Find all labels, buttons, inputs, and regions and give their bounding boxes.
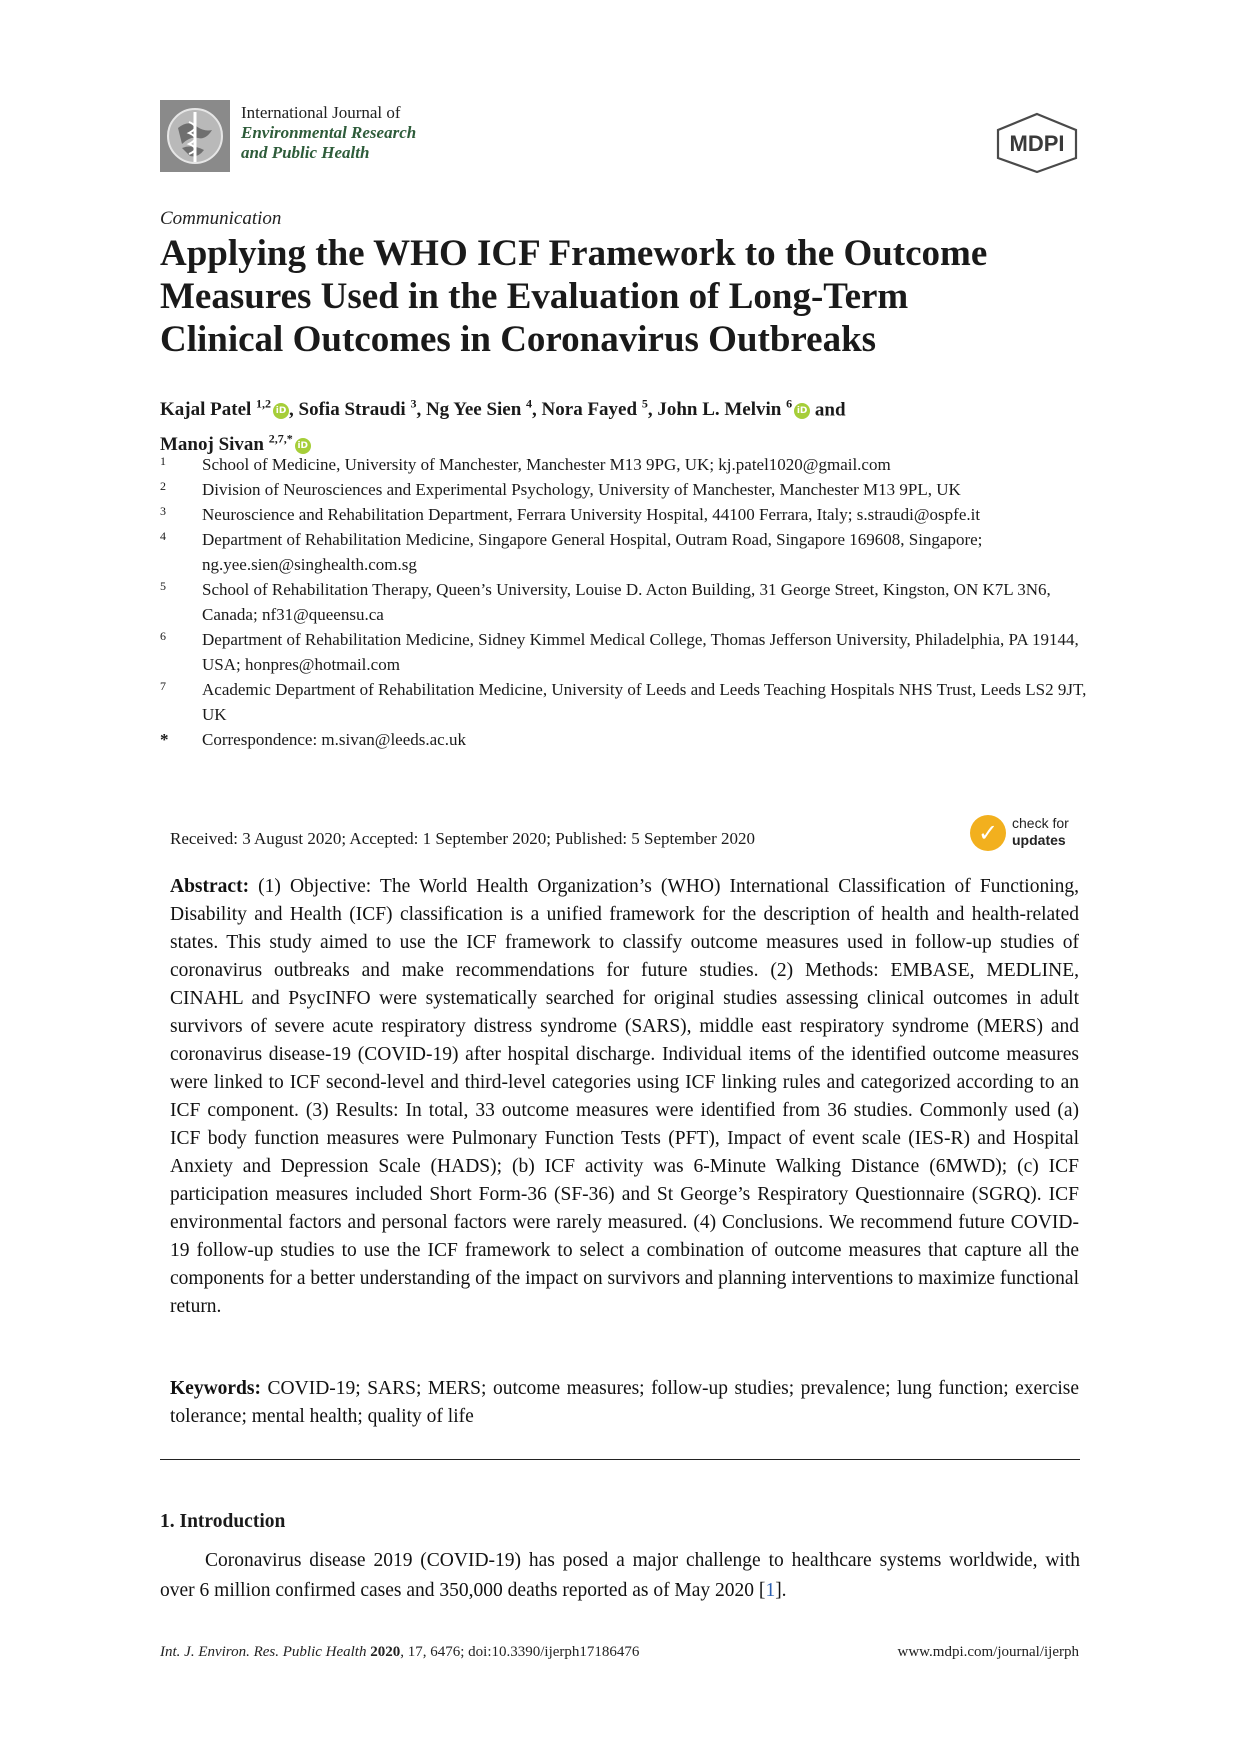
author[interactable]: Manoj Sivan $^{2,7,*}$ — [160, 431, 293, 455]
section-divider — [160, 1459, 1080, 1460]
abstract-text: (1) Objective: The World Health Organization’s (WHO) International Classification of Functioning, Disability and Health (ICF) classification is a unified framework for the description of health and health-related states. This study aimed to use the ICF framework to classify outcome measures used in follow-up studies of coronavirus outbreaks and make recommendations for future studies. (2) Methods: EMBASE, MEDLINE, CINAHL and PsycINFO were systematically searched for original studies assessing clinical outcomes in adult survivors of severe acute respiratory distress syndrome (SARS), middle east respiratory syndrome (MERS) and coronavirus disease-19 (COVID-19) after hospital discharge. Individual items of the identified outcome measures were linked to ICF second-level and third-level categories using ICF linking rules and categorized according to an ICF component. (3) Results: In total, 33 outcome measures were identified from 36 studies. Commonly used (a) ICF body function measures were Pulmonary Function Tests (PFT), Impact of event scale (IES-R) and Hospital Anxiety and Depression Scale (HADS); (b) ICF activity was 6-Minute Walking Distance (6MWD); (c) ICF participation measures included Short Form-36 (SF-36) and St George’s Respiratory Questionnaire (SGRQ). ICF environmental factors and personal factors were rarely measured. (4) Conclusions. We recommend future COVID-19 follow-up studies to use the ICF framework to select a combination of outcome measures that capture all the components for a better understanding of the impact on survivors and planning interventions to maximize functional return. — [170, 876, 1080, 1317]
mdpi-logo — [992, 112, 1082, 174]
affiliation-list — [160, 452, 1100, 753]
journal-name-line3: and Public Health — [241, 143, 370, 162]
affiliation-number: 5 — [160, 579, 166, 593]
orcid-icon[interactable]: iD — [273, 403, 289, 419]
author[interactable]: Nora Fayed $^5$ — [541, 397, 648, 421]
affiliation-text: Department of Rehabilitation Medicine, Singapore General Hospital, Outram Road, Singapore 169608, Singapore; ng.yee.sien@singhealth.com.sg — [202, 530, 983, 574]
intro-text: Coronavirus disease 2019 (COVID-19) has posed a major challenge to healthcare systems worldwide, with over 6 million confirmed cases and 350,000 deaths reported as of May 2020 [ — [160, 1550, 1080, 1601]
check-updates-label: check for updates — [1012, 815, 1069, 848]
publication-dates: Received: 3 August 2020; Accepted: 1 September 2020; Published: 5 September 2020 — [170, 829, 755, 848]
title-line-2: Measures Used in the Evaluation of Long-Term — [160, 276, 909, 317]
affiliation-item — [160, 577, 1100, 627]
affiliation-text: Division of Neurosciences and Experimental Psychology, University of Manchester, Manchester M13 9PL, UK — [202, 480, 961, 499]
affiliation-number: 7 — [160, 679, 166, 693]
author[interactable]: Ng Yee Sien $^4$ — [425, 397, 533, 421]
title-line-1: Applying the WHO ICF Framework to the Outcome — [160, 233, 988, 274]
journal-logo — [160, 100, 230, 172]
abstract-label: Abstract: — [170, 876, 250, 897]
affiliation-number: * — [160, 730, 169, 749]
affiliation-number: 4 — [160, 529, 166, 543]
keywords-label: Keywords: — [170, 1378, 261, 1399]
orcid-icon[interactable]: iD — [794, 403, 810, 419]
author[interactable]: Sofia Straudi $^3$ — [298, 397, 417, 421]
journal-name — [241, 103, 416, 163]
footer-volume-doi[interactable]: , 17, 6476; doi:10.3390/ijerph17186476 — [400, 1644, 640, 1660]
affiliation-number: 3 — [160, 504, 166, 518]
orcid-icon[interactable]: iD — [295, 438, 311, 454]
footer-journal-abbrev: Int. J. Environ. Res. Public Health — [160, 1644, 367, 1660]
footer-year: 2020 — [370, 1644, 401, 1660]
author[interactable]: John L. Melvin $^6$ — [657, 397, 793, 421]
affiliation-item — [160, 627, 1100, 677]
intro-text-end: ]. — [775, 1580, 787, 1601]
keywords — [170, 1375, 1079, 1431]
affiliation-text: Department of Rehabilitation Medicine, Sidney Kimmel Medical College, Thomas Jefferson University, Philadelphia, PA 19144, USA; honpres@hotmail.com — [202, 630, 1079, 674]
footer-citation — [160, 1644, 639, 1661]
keywords-text: COVID-19; SARS; MERS; outcome measures; follow-up studies; prevalence; lung function; exercise tolerance; mental health; quality of life — [170, 1378, 1080, 1427]
affiliation-item — [160, 677, 1100, 727]
affiliation-item — [160, 477, 1100, 502]
citation-link[interactable]: 1 — [765, 1580, 776, 1601]
footer-journal-url[interactable]: www.mdpi.com/journal/ijerph — [897, 1644, 1079, 1660]
article-type: Communication — [160, 208, 282, 229]
affiliation-number: 1 — [160, 454, 166, 468]
affiliation-text: School of Medicine, University of Manchester, Manchester M13 9PG, UK; kj.patel1020@gmail.com — [202, 455, 891, 474]
check-updates-icon: ✓ — [970, 815, 1006, 851]
author[interactable]: Kajal Patel $^{1,2}$ — [160, 397, 272, 421]
affiliation-number: 6 — [160, 629, 166, 643]
check-for-updates-button[interactable] — [970, 813, 1085, 855]
section-heading-introduction: 1. Introduction — [160, 1511, 286, 1532]
affiliation-item — [160, 727, 1100, 753]
author-list: Kajal Patel $^{1,2}$iD , Sofia Straudi $^3$, Ng Yee Sien $^4$, Nora Fayed $^5$, John L. Melvin $^6$iD and Manoj Sivan $^{2,7,*}$iD — [160, 397, 846, 455]
affiliation-item — [160, 452, 1100, 477]
introduction-paragraph — [160, 1546, 1080, 1606]
title-line-3: Clinical Outcomes in Coronavirus Outbreaks — [160, 319, 877, 360]
affiliation-text: Academic Department of Rehabilitation Medicine, University of Leeds and Leeds Teaching Hospitals NHS Trust, Leeds LS2 9JT, UK — [202, 680, 1087, 724]
article-title — [160, 232, 1100, 361]
affiliation-text: Neuroscience and Rehabilitation Department, Ferrara University Hospital, 44100 Ferrara, Italy; s.straudi@ospfe.it — [202, 505, 981, 524]
journal-name-line1: International Journal of — [241, 103, 401, 122]
mdpi-logo-text: MDPI — [1009, 131, 1065, 156]
affiliation-number: 2 — [160, 479, 166, 493]
correspondence-text[interactable]: Correspondence: m.sivan@leeds.ac.uk — [202, 730, 466, 749]
abstract — [170, 873, 1079, 1321]
affiliation-text: School of Rehabilitation Therapy, Queen’s University, Louise D. Acton Building, 31 George Street, Kingston, ON K7L 3N6, Canada; nf31@queensu.ca — [202, 580, 1051, 624]
affiliation-item — [160, 502, 1100, 527]
affiliation-item — [160, 527, 1100, 577]
journal-name-line2: Environmental Research — [241, 123, 417, 142]
